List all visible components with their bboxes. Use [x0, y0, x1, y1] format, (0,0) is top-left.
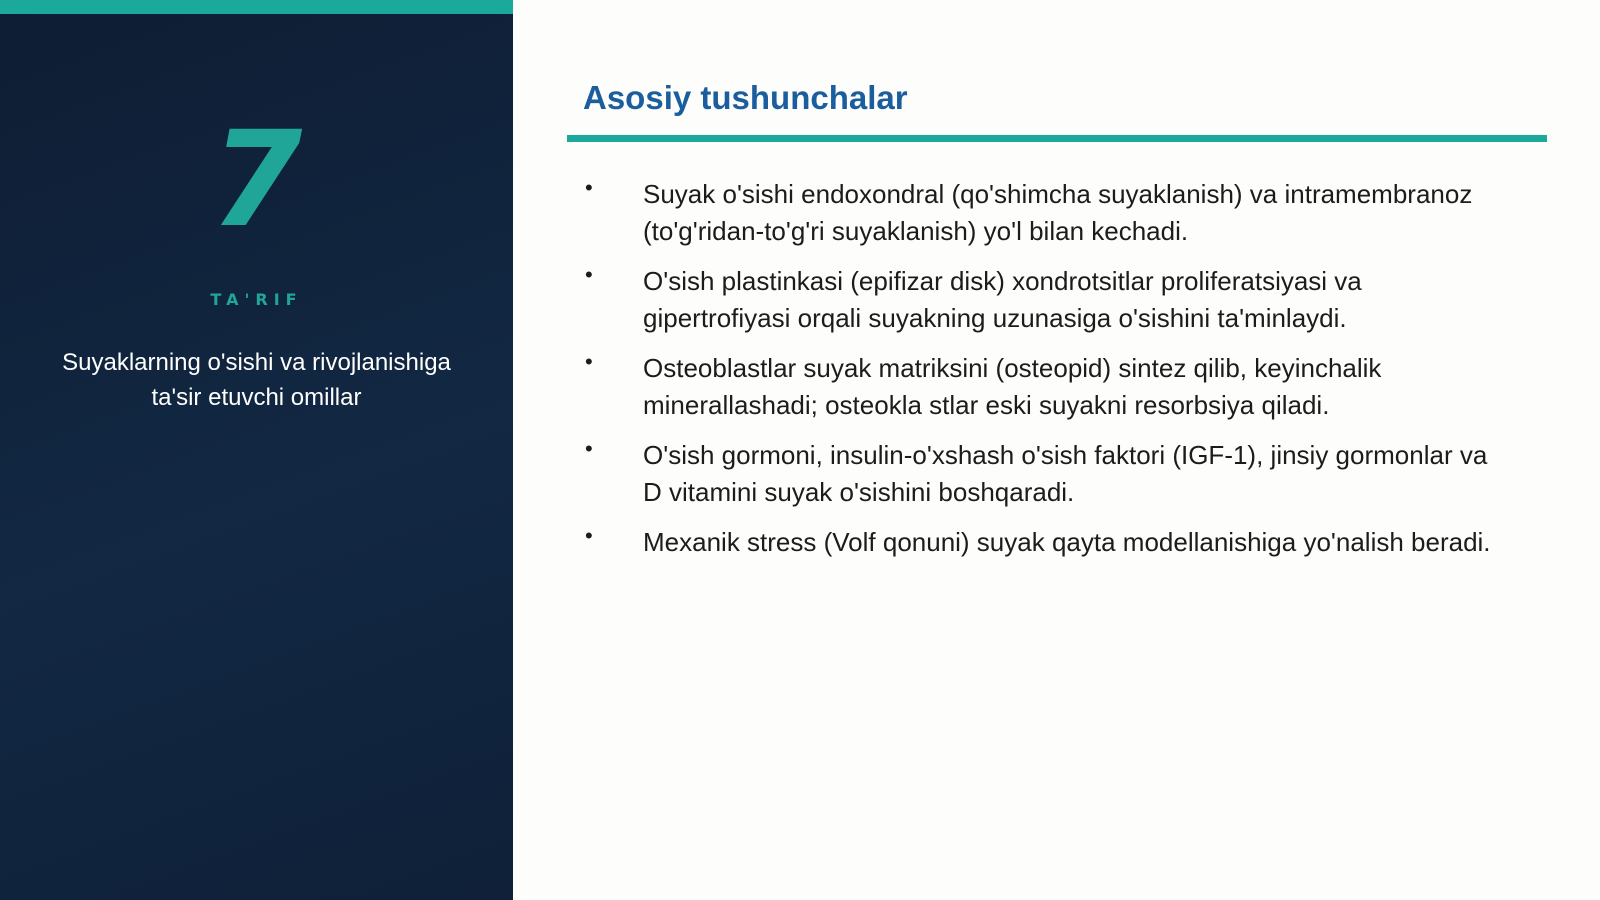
title-divider [567, 135, 1547, 142]
bullet-text: O'sish plastinkasi (epifizar disk) xondrotsitlar proliferatsiyasi va gipertrofiyasi orqali suyakning uzunasiga o'sishini ta'minlaydi. [643, 266, 1362, 333]
sidebar-panel [0, 0, 513, 900]
bullet-item [580, 176, 1510, 250]
bullet-item [580, 350, 1510, 424]
bullet-item [580, 524, 1510, 561]
section-label: TA'RIF [210, 290, 303, 309]
bullet-list [580, 176, 1510, 574]
bullet-text: Suyak o'sishi endoxondral (qo'shimcha suyaklanish) va intramembranoz (to'g'ridan-to'g'ri suyaklanish) yo'l bilan kechadi. [643, 179, 1473, 246]
accent-bar [0, 0, 513, 14]
bullet-dot-icon: • [585, 349, 593, 374]
bullet-dot-icon: • [585, 436, 593, 461]
section-subtitle: Suyaklarning o'sishi va rivojlanishiga ta'sir etuvchi omillar [62, 349, 451, 411]
bullet-item [580, 263, 1510, 337]
bullet-text: O'sish gormoni, insulin-o'xshash o'sish faktori (IGF-1), jinsiy gormonlar va D vitamini suyak o'sishini boshqaradi. [643, 440, 1488, 507]
bullet-text: Mexanik stress (Volf qonuni) suyak qayta modellanishiga yo'nalish beradi. [643, 527, 1491, 557]
bullet-text: Osteoblastlar suyak matriksini (osteopid) sintez qilib, keyinchalik minerallashadi; osteokla stlar eski suyakni resorbsiya qiladi. [643, 353, 1382, 420]
slide-number: 7 [210, 103, 303, 257]
bullet-dot-icon: • [585, 523, 593, 548]
bullet-dot-icon: • [585, 262, 593, 287]
page-title: Asosiy tushunchalar [583, 79, 908, 116]
bullet-item [580, 437, 1510, 511]
bullet-dot-icon: • [585, 175, 593, 200]
